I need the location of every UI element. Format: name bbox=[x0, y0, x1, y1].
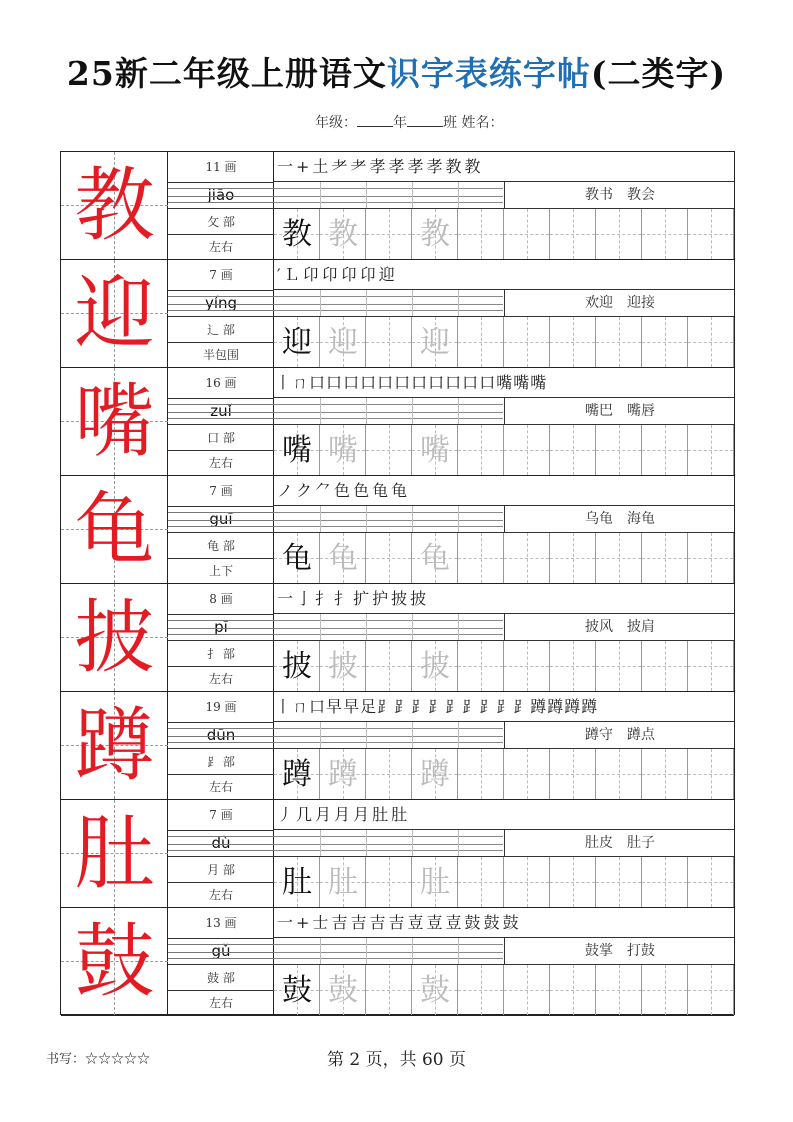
big-char: 嘴 bbox=[74, 375, 155, 468]
model-char: 嘴 bbox=[282, 433, 312, 468]
radical: 辶 部 bbox=[168, 316, 274, 343]
practice-cell[interactable] bbox=[550, 965, 596, 1015]
stroke-step: 蹲 bbox=[547, 697, 564, 716]
char-entry bbox=[61, 800, 734, 908]
big-char-cell bbox=[61, 800, 168, 907]
stroke-step: 鼓 bbox=[464, 913, 481, 932]
stroke-count: 7 画 bbox=[168, 800, 274, 831]
structure: 半包围 bbox=[168, 342, 274, 368]
stroke-step: ノ bbox=[277, 481, 294, 500]
stroke-step: 蹲 bbox=[564, 697, 581, 716]
stroke-step: 吉 bbox=[331, 913, 348, 932]
stroke-step: 口 bbox=[360, 373, 377, 392]
radical: 月 部 bbox=[168, 856, 274, 883]
stroke-step: 色 bbox=[353, 481, 370, 500]
big-char-cell bbox=[61, 152, 168, 259]
practice-cell[interactable] bbox=[550, 749, 596, 799]
stroke-order-row bbox=[274, 152, 734, 182]
stroke-step: ク bbox=[296, 481, 313, 500]
pinyin: jiāo bbox=[207, 186, 235, 204]
practice-cell[interactable] bbox=[688, 425, 734, 475]
trace-char: 蹲 bbox=[420, 757, 450, 792]
char-info bbox=[168, 260, 274, 367]
big-char-cell bbox=[61, 260, 168, 367]
example-words: 披风 披肩 bbox=[504, 614, 735, 640]
stroke-step: 一 bbox=[277, 913, 294, 932]
practice-cell[interactable] bbox=[504, 965, 550, 1015]
big-char-cell bbox=[61, 908, 168, 1015]
example-words: 鼓掌 打鼓 bbox=[504, 938, 735, 964]
stroke-step: 龟 bbox=[391, 481, 408, 500]
practice-cell[interactable] bbox=[504, 209, 550, 259]
stroke-step: 口 bbox=[326, 373, 343, 392]
stroke-step: 月 bbox=[315, 805, 332, 824]
stroke-step: ⺈ bbox=[315, 481, 332, 500]
practice-grid bbox=[274, 208, 734, 259]
grade-name-line bbox=[315, 112, 503, 132]
practice-cell[interactable] bbox=[458, 749, 504, 799]
stroke-step: 教 bbox=[464, 157, 481, 176]
grade-label: 年级： bbox=[315, 115, 357, 131]
practice-cell[interactable] bbox=[688, 641, 734, 691]
stroke-count: 16 画 bbox=[168, 368, 274, 399]
practice-cell[interactable] bbox=[642, 425, 688, 475]
stroke-step: 嘴 bbox=[513, 373, 530, 392]
writing-rating: 书写：☆☆☆☆☆ bbox=[46, 1052, 151, 1067]
big-char: 肚 bbox=[74, 807, 155, 900]
practice-cell[interactable] bbox=[504, 641, 550, 691]
practice-cell[interactable] bbox=[642, 533, 688, 583]
practice-cell[interactable] bbox=[642, 857, 688, 907]
model-char: 鼓 bbox=[282, 973, 312, 1008]
year-label: 年 bbox=[393, 115, 407, 131]
practice-area bbox=[274, 260, 734, 367]
stroke-order-row bbox=[274, 260, 734, 290]
big-char: 教 bbox=[74, 159, 155, 252]
radical: 扌 部 bbox=[168, 640, 274, 667]
stroke-order-row bbox=[274, 368, 734, 398]
name-label: 姓名： bbox=[461, 115, 504, 131]
practice-area bbox=[274, 152, 734, 259]
stroke-step: 口 bbox=[411, 373, 428, 392]
stroke-step: 孝 bbox=[369, 157, 386, 176]
trace-char: 教 bbox=[420, 217, 450, 252]
practice-cell[interactable] bbox=[596, 965, 642, 1015]
stroke-step: 月 bbox=[353, 805, 370, 824]
stroke-step: 嘴 bbox=[530, 373, 547, 392]
trace-char: 蹲 bbox=[328, 757, 358, 792]
stroke-step: 扌 bbox=[315, 589, 332, 608]
pinyin: dù bbox=[211, 834, 231, 852]
char-entry bbox=[61, 692, 734, 800]
radical: ⻊ 部 bbox=[168, 748, 274, 775]
model-char: 龟 bbox=[282, 541, 312, 576]
stroke-step: 鼓 bbox=[502, 913, 519, 932]
practice-cell[interactable] bbox=[458, 425, 504, 475]
practice-area bbox=[274, 800, 734, 907]
practice-cell[interactable] bbox=[504, 857, 550, 907]
stroke-step: ′ bbox=[277, 265, 281, 284]
practice-cell[interactable] bbox=[642, 641, 688, 691]
stroke-step: ⻊ bbox=[479, 697, 496, 716]
pinyin: pī bbox=[214, 618, 228, 636]
practice-cell[interactable] bbox=[642, 749, 688, 799]
big-char-cell bbox=[61, 584, 168, 691]
practice-cell[interactable] bbox=[550, 425, 596, 475]
practice-cell[interactable] bbox=[550, 857, 596, 907]
pinyin: dūn bbox=[206, 726, 236, 744]
practice-cell[interactable] bbox=[550, 209, 596, 259]
practice-cell[interactable] bbox=[504, 317, 550, 367]
trace-char: 披 bbox=[420, 649, 450, 684]
trace-char: 披 bbox=[328, 649, 358, 684]
stroke-step: ㄇ bbox=[292, 697, 309, 716]
char-entry bbox=[61, 260, 734, 368]
stroke-order-row bbox=[274, 800, 734, 830]
radical: 鼓 部 bbox=[168, 964, 274, 991]
stroke-step: 迎 bbox=[378, 265, 395, 284]
char-info bbox=[168, 152, 274, 259]
structure: 左右 bbox=[168, 450, 274, 476]
trace-char: 龟 bbox=[420, 541, 450, 576]
char-entry bbox=[61, 908, 734, 1016]
stroke-step: 披 bbox=[391, 589, 408, 608]
practice-cell[interactable] bbox=[366, 209, 412, 259]
stroke-step: 护 bbox=[372, 589, 389, 608]
stroke-step: 早 bbox=[343, 697, 360, 716]
practice-grid bbox=[274, 424, 734, 475]
pinyin: guī bbox=[209, 510, 233, 528]
stroke-count: 19 画 bbox=[168, 692, 274, 723]
char-info bbox=[168, 476, 274, 583]
practice-cell[interactable] bbox=[550, 317, 596, 367]
stroke-count: 7 画 bbox=[168, 260, 274, 291]
big-char-cell bbox=[61, 692, 168, 799]
stroke-step: 壴 bbox=[407, 913, 424, 932]
big-char-cell bbox=[61, 476, 168, 583]
practice-grid bbox=[274, 316, 734, 367]
title-part2: 识字表练字帖 bbox=[386, 54, 591, 93]
stroke-step: 龟 bbox=[372, 481, 389, 500]
structure: 左右 bbox=[168, 234, 274, 260]
stroke-order-row bbox=[274, 584, 734, 614]
stroke-step: 口 bbox=[462, 373, 479, 392]
practice-cell[interactable] bbox=[366, 425, 412, 475]
practice-area bbox=[274, 692, 734, 799]
structure: 上下 bbox=[168, 558, 274, 584]
stroke-step: 口 bbox=[343, 373, 360, 392]
stroke-step: + bbox=[296, 157, 310, 176]
char-info bbox=[168, 692, 274, 799]
stroke-count: 7 画 bbox=[168, 476, 274, 507]
practice-cell[interactable] bbox=[458, 641, 504, 691]
class-label: 班 bbox=[443, 115, 457, 131]
stroke-step: 土 bbox=[312, 157, 329, 176]
practice-cell[interactable] bbox=[366, 965, 412, 1015]
stroke-step: ⻊ bbox=[445, 697, 462, 716]
trace-char: 嘴 bbox=[420, 433, 450, 468]
stroke-step: 耂 bbox=[331, 157, 348, 176]
stroke-step: ⻊ bbox=[394, 697, 411, 716]
practice-cell[interactable] bbox=[688, 533, 734, 583]
big-char: 披 bbox=[74, 591, 155, 684]
stroke-step: 肚 bbox=[372, 805, 389, 824]
structure: 左右 bbox=[168, 990, 274, 1016]
stroke-count: 11 画 bbox=[168, 152, 274, 183]
stroke-step: 口 bbox=[445, 373, 462, 392]
structure: 左右 bbox=[168, 882, 274, 908]
stroke-step: 扩 bbox=[353, 589, 370, 608]
trace-char: 鼓 bbox=[328, 973, 358, 1008]
stroke-step: ⻊ bbox=[411, 697, 428, 716]
stroke-step: 口 bbox=[428, 373, 445, 392]
page-number: 第 2 页，共 60 页 bbox=[326, 1050, 467, 1070]
practice-cell[interactable] bbox=[642, 965, 688, 1015]
big-char: 鼓 bbox=[74, 915, 155, 1008]
practice-cell[interactable] bbox=[688, 317, 734, 367]
trace-char: 肚 bbox=[420, 865, 450, 900]
practice-cell[interactable] bbox=[550, 641, 596, 691]
practice-grid bbox=[274, 640, 734, 691]
stroke-step: 孝 bbox=[388, 157, 405, 176]
practice-cell[interactable] bbox=[504, 533, 550, 583]
example-words: 肚皮 肚子 bbox=[504, 830, 735, 856]
stroke-step: 足 bbox=[360, 697, 377, 716]
practice-cell[interactable] bbox=[688, 749, 734, 799]
practice-area bbox=[274, 368, 734, 475]
stroke-step: 丿 bbox=[277, 805, 294, 824]
page-title bbox=[0, 48, 793, 95]
stroke-step: 肚 bbox=[391, 805, 408, 824]
practice-cell[interactable] bbox=[458, 857, 504, 907]
stroke-step: 教 bbox=[445, 157, 462, 176]
class-blank[interactable] bbox=[407, 114, 443, 127]
practice-cell[interactable] bbox=[642, 209, 688, 259]
stroke-step: 孝 bbox=[426, 157, 443, 176]
model-char: 教 bbox=[282, 217, 312, 252]
stroke-step: 口 bbox=[394, 373, 411, 392]
big-char-cell bbox=[61, 368, 168, 475]
stroke-step: 口 bbox=[309, 373, 326, 392]
example-words: 教书 教会 bbox=[504, 182, 735, 208]
stroke-step: 一 bbox=[277, 157, 294, 176]
practice-grid bbox=[274, 856, 734, 907]
stroke-step: 口 bbox=[377, 373, 394, 392]
stroke-step: 一 bbox=[277, 589, 294, 608]
pinyin: gǔ bbox=[211, 942, 231, 960]
stroke-step: + bbox=[296, 913, 310, 932]
practice-cell[interactable] bbox=[596, 317, 642, 367]
trace-char: 迎 bbox=[420, 325, 450, 360]
trace-char: 嘴 bbox=[328, 433, 358, 468]
practice-cell[interactable] bbox=[688, 857, 734, 907]
char-info bbox=[168, 800, 274, 907]
pinyin: zuǐ bbox=[210, 402, 232, 420]
stroke-step: 孝 bbox=[407, 157, 424, 176]
stroke-step: 披 bbox=[410, 589, 427, 608]
practice-cell[interactable] bbox=[504, 425, 550, 475]
char-entry bbox=[61, 152, 734, 260]
stroke-step: 扌 bbox=[334, 589, 351, 608]
stroke-step: 吉 bbox=[369, 913, 386, 932]
stroke-step: 吉 bbox=[388, 913, 405, 932]
stroke-step: Ｌ bbox=[283, 265, 300, 284]
practice-area bbox=[274, 476, 734, 583]
example-words: 蹲守 蹲点 bbox=[504, 722, 735, 748]
practice-grid bbox=[274, 964, 734, 1015]
stroke-step: 口 bbox=[479, 373, 496, 392]
char-entry bbox=[61, 476, 734, 584]
char-info bbox=[168, 908, 274, 1015]
example-words: 欢迎 迎接 bbox=[504, 290, 735, 316]
stroke-step: ㄇ bbox=[292, 373, 309, 392]
model-char: 迎 bbox=[282, 325, 312, 360]
trace-char: 肚 bbox=[328, 865, 358, 900]
big-char: 蹲 bbox=[74, 699, 155, 792]
stroke-step: 耂 bbox=[350, 157, 367, 176]
stroke-step: 壴 bbox=[426, 913, 443, 932]
trace-char: 鼓 bbox=[420, 973, 450, 1008]
practice-cell[interactable] bbox=[366, 641, 412, 691]
stroke-step: 鼓 bbox=[483, 913, 500, 932]
radical: 龟 部 bbox=[168, 532, 274, 559]
stroke-step: 早 bbox=[326, 697, 343, 716]
stroke-step: 色 bbox=[334, 481, 351, 500]
stroke-step: 卬 bbox=[302, 265, 319, 284]
structure: 左右 bbox=[168, 666, 274, 692]
stroke-step: 壴 bbox=[445, 913, 462, 932]
model-char: 肚 bbox=[282, 865, 312, 900]
practice-cell[interactable] bbox=[596, 641, 642, 691]
stroke-step: ⻊ bbox=[428, 697, 445, 716]
stroke-step: ⻊ bbox=[377, 697, 394, 716]
stroke-step: 卬 bbox=[359, 265, 376, 284]
practice-cell[interactable] bbox=[688, 209, 734, 259]
title-part1: 25新二年级上册语文 bbox=[66, 54, 387, 93]
char-info bbox=[168, 584, 274, 691]
radical: 攵 部 bbox=[168, 208, 274, 235]
stroke-step: ⻊ bbox=[513, 697, 530, 716]
practice-cell[interactable] bbox=[550, 533, 596, 583]
practice-cell[interactable] bbox=[642, 317, 688, 367]
model-char: 披 bbox=[282, 649, 312, 684]
stroke-step: 吉 bbox=[350, 913, 367, 932]
stroke-step: 口 bbox=[309, 697, 326, 716]
stroke-step: 月 bbox=[334, 805, 351, 824]
stroke-step: 几 bbox=[296, 805, 313, 824]
stroke-order-row bbox=[274, 692, 734, 722]
stroke-step: 蹲 bbox=[530, 697, 547, 716]
trace-char: 教 bbox=[328, 217, 358, 252]
practice-area bbox=[274, 584, 734, 691]
stroke-step: 嘴 bbox=[496, 373, 513, 392]
stroke-step: 丨 bbox=[275, 697, 292, 716]
title-part3: (二类字) bbox=[590, 54, 727, 93]
stroke-step: 卬 bbox=[340, 265, 357, 284]
practice-cell[interactable] bbox=[366, 857, 412, 907]
char-entry bbox=[61, 368, 734, 476]
stroke-step: 士 bbox=[312, 913, 329, 932]
practice-cell[interactable] bbox=[596, 857, 642, 907]
practice-cell[interactable] bbox=[366, 749, 412, 799]
stroke-count: 8 画 bbox=[168, 584, 274, 615]
stroke-count: 13 画 bbox=[168, 908, 274, 939]
stroke-step: 蹲 bbox=[581, 697, 598, 716]
practice-sheet bbox=[60, 151, 735, 1015]
practice-cell[interactable] bbox=[458, 533, 504, 583]
pinyin: yíng bbox=[204, 294, 238, 312]
practice-cell[interactable] bbox=[596, 749, 642, 799]
big-char: 龟 bbox=[74, 483, 155, 576]
example-words: 乌龟 海龟 bbox=[504, 506, 735, 532]
model-char: 蹲 bbox=[282, 757, 312, 792]
practice-cell[interactable] bbox=[458, 317, 504, 367]
stroke-step: 丨 bbox=[275, 373, 292, 392]
stroke-step: ⻊ bbox=[496, 697, 513, 716]
practice-cell[interactable] bbox=[504, 749, 550, 799]
example-words: 嘴巴 嘴唇 bbox=[504, 398, 735, 424]
practice-cell[interactable] bbox=[688, 965, 734, 1015]
big-char: 迎 bbox=[74, 267, 155, 360]
grade-blank[interactable] bbox=[357, 114, 393, 127]
char-entry bbox=[61, 584, 734, 692]
practice-cell[interactable] bbox=[458, 965, 504, 1015]
radical: 口 部 bbox=[168, 424, 274, 451]
practice-cell[interactable] bbox=[596, 209, 642, 259]
stroke-step: 卬 bbox=[321, 265, 338, 284]
trace-char: 龟 bbox=[328, 541, 358, 576]
char-info bbox=[168, 368, 274, 475]
practice-cell[interactable] bbox=[596, 425, 642, 475]
structure: 左右 bbox=[168, 774, 274, 800]
practice-grid bbox=[274, 748, 734, 799]
practice-cell[interactable] bbox=[366, 317, 412, 367]
stroke-order-row bbox=[274, 476, 734, 506]
practice-cell[interactable] bbox=[458, 209, 504, 259]
practice-area bbox=[274, 908, 734, 1015]
practice-cell[interactable] bbox=[366, 533, 412, 583]
stroke-step: ⻊ bbox=[462, 697, 479, 716]
stroke-step: 亅 bbox=[296, 589, 313, 608]
stroke-order-row bbox=[274, 908, 734, 938]
practice-cell[interactable] bbox=[596, 533, 642, 583]
trace-char: 迎 bbox=[328, 325, 358, 360]
practice-grid bbox=[274, 532, 734, 583]
